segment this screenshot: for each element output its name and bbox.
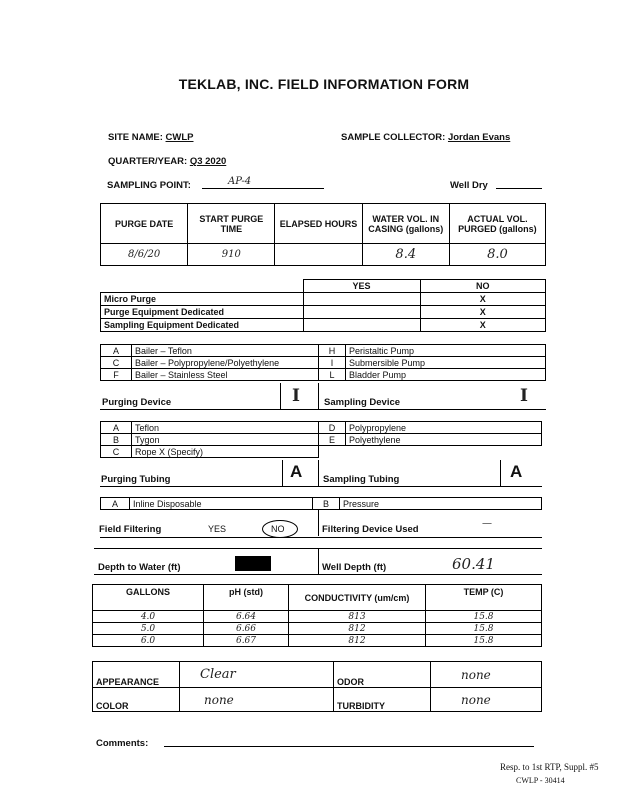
filter-options-table xyxy=(100,497,542,510)
color-label: COLOR xyxy=(93,688,180,712)
filter-name-b: Pressure xyxy=(340,498,542,510)
sampling-point-label: SAMPLING POINT: xyxy=(107,180,191,191)
sampling-device-label: Sampling Device xyxy=(324,397,401,408)
temp-header: TEMP (C) xyxy=(426,585,542,611)
device-code: I xyxy=(319,357,346,369)
purging-device-label: Purging Device xyxy=(102,397,172,408)
list-item xyxy=(101,422,542,434)
purge-equipment-no: X xyxy=(420,306,546,319)
table-row xyxy=(101,306,546,319)
depth-to-water-label: Depth to Water (ft) xyxy=(98,562,181,573)
ph-cell: 6.66 xyxy=(204,623,289,635)
micro-purge-yes xyxy=(303,293,420,306)
filter-code-b: B xyxy=(313,498,340,510)
temp-cell: 15.8 xyxy=(426,611,542,623)
conductivity-cell: 812 xyxy=(289,623,426,635)
conductivity-header: CONDUCTIVITY (um/cm) xyxy=(289,585,426,611)
filter-code-a: A xyxy=(101,498,130,510)
readings-table xyxy=(92,584,542,647)
sample-collector-value: Jordan Evans xyxy=(447,132,511,143)
list-item xyxy=(101,434,542,446)
tubing-code: D xyxy=(319,422,346,434)
device-name: Bladder Pump xyxy=(346,369,546,381)
no-column-header: NO xyxy=(420,280,546,293)
sampling-equipment-label: Sampling Equipment Dedicated xyxy=(101,319,304,332)
tubing-name: Tygon xyxy=(132,434,319,446)
well-depth-value: 60.41 xyxy=(452,555,495,573)
table-row xyxy=(93,611,542,623)
ph-header: pH (std) xyxy=(204,585,289,611)
field-filtering-yes: YES xyxy=(208,524,227,534)
gallons-cell: 4.0 xyxy=(93,611,204,623)
site-name-label: SITE NAME: xyxy=(108,132,163,143)
field-filtering-no: NO xyxy=(271,524,285,534)
tubing-name: Teflon xyxy=(132,422,319,434)
start-purge-time-header: START PURGE TIME xyxy=(188,204,275,244)
turbidity-value: none xyxy=(431,688,542,712)
field-filtering-label: Field Filtering xyxy=(99,524,162,535)
device-code: C xyxy=(101,357,132,369)
purge-equipment-label: Purge Equipment Dedicated xyxy=(101,306,304,319)
device-code: H xyxy=(319,345,346,357)
micro-purge-label: Micro Purge xyxy=(101,293,304,306)
observations-table xyxy=(92,661,542,712)
device-name: Bailer – Polypropylene/Polyethylene xyxy=(132,357,319,369)
quarter-year-value: Q3 2020 xyxy=(189,156,227,167)
site-name-value: CWLP xyxy=(165,132,194,143)
gallons-cell: 5.0 xyxy=(93,623,204,635)
sampling-equipment-no: X xyxy=(420,319,546,332)
elapsed-hours-header: ELAPSED HOURS xyxy=(275,204,362,244)
form-title: TEKLAB, INC. FIELD INFORMATION FORM xyxy=(178,76,470,92)
sampling-equipment-yes xyxy=(303,319,420,332)
purge-equipment-yes xyxy=(303,306,420,319)
quarter-year-field xyxy=(108,156,226,167)
sample-collector-field xyxy=(341,132,510,143)
sampling-device-value: I xyxy=(520,386,528,406)
temp-cell: 15.8 xyxy=(426,623,542,635)
tubing-code: B xyxy=(101,434,132,446)
footer-response-stamp: Resp. to 1st RTP, Suppl. #5 xyxy=(500,762,599,772)
filtering-device-value: — xyxy=(482,518,492,529)
start-purge-time-value: 910 xyxy=(188,244,275,266)
micro-purge-no: X xyxy=(420,293,546,306)
footer-bates-number: CWLP - 30414 xyxy=(516,776,565,785)
well-dry-label: Well Dry xyxy=(450,180,488,191)
odor-value: none xyxy=(431,662,542,688)
quarter-year-label: QUARTER/YEAR: xyxy=(108,156,188,167)
device-code: A xyxy=(101,345,132,357)
tubing-code: C xyxy=(101,446,132,458)
redacted-depth-value xyxy=(235,556,271,571)
sampling-tubing-value: A xyxy=(510,462,523,481)
comments-label: Comments: xyxy=(96,738,149,749)
tubing-name: Polypropylene xyxy=(346,422,542,434)
device-name: Bailer – Teflon xyxy=(132,345,319,357)
turbidity-label: TURBIDITY xyxy=(334,688,431,712)
list-item xyxy=(101,369,546,381)
conductivity-cell: 813 xyxy=(289,611,426,623)
device-name: Peristaltic Pump xyxy=(346,345,546,357)
tubing-name: Polyethylene xyxy=(346,434,542,446)
sample-collector-label: SAMPLE COLLECTOR: xyxy=(341,132,446,143)
table-row xyxy=(93,623,542,635)
purge-date-value: 8/6/20 xyxy=(101,244,188,266)
water-vol-header: WATER VOL. IN CASING (gallons) xyxy=(362,204,449,244)
device-name: Bailer – Stainless Steel xyxy=(132,369,319,381)
site-name-field xyxy=(108,132,194,143)
purge-table xyxy=(100,203,546,266)
filtering-device-label: Filtering Device Used xyxy=(322,524,419,535)
gallons-header: GALLONS xyxy=(93,585,204,611)
purging-tubing-label: Purging Tubing xyxy=(101,474,171,485)
water-vol-value: 8.4 xyxy=(362,244,449,266)
tubing-name: Rope X (Specify) xyxy=(132,446,319,458)
comments-line xyxy=(164,734,534,747)
list-item xyxy=(101,446,542,458)
actual-vol-value: 8.0 xyxy=(449,244,545,266)
purging-device-value: I xyxy=(292,386,300,406)
color-value: none xyxy=(180,688,334,712)
list-item xyxy=(101,357,546,369)
table-row xyxy=(101,319,546,332)
odor-label: ODOR xyxy=(334,662,431,688)
purging-tubing-value: A xyxy=(290,462,303,481)
sampling-tubing-label: Sampling Tubing xyxy=(323,474,400,485)
device-code: F xyxy=(101,369,132,381)
device-name: Submersible Pump xyxy=(346,357,546,369)
tubing-code: A xyxy=(101,422,132,434)
well-depth-label: Well Depth (ft) xyxy=(322,562,387,573)
equipment-table xyxy=(100,279,546,332)
ph-cell: 6.64 xyxy=(204,611,289,623)
ph-cell: 6.67 xyxy=(204,635,289,647)
table-row xyxy=(101,293,546,306)
tubing-code: E xyxy=(319,434,346,446)
appearance-value: Clear xyxy=(180,662,334,688)
appearance-label: APPEARANCE xyxy=(93,662,180,688)
table-row xyxy=(93,635,542,647)
purge-date-header: PURGE DATE xyxy=(101,204,188,244)
gallons-cell: 6.0 xyxy=(93,635,204,647)
sampling-point-value: AP-4 xyxy=(228,176,252,187)
temp-cell: 15.8 xyxy=(426,635,542,647)
list-item xyxy=(101,345,546,357)
conductivity-cell: 812 xyxy=(289,635,426,647)
yes-column-header: YES xyxy=(303,280,420,293)
tubing-options-table xyxy=(100,421,542,458)
actual-vol-header: ACTUAL VOL. PURGED (gallons) xyxy=(449,204,545,244)
filter-name-a: Inline Disposable xyxy=(130,498,313,510)
elapsed-hours-value xyxy=(275,244,362,266)
device-code: L xyxy=(319,369,346,381)
device-options-table xyxy=(100,344,546,381)
